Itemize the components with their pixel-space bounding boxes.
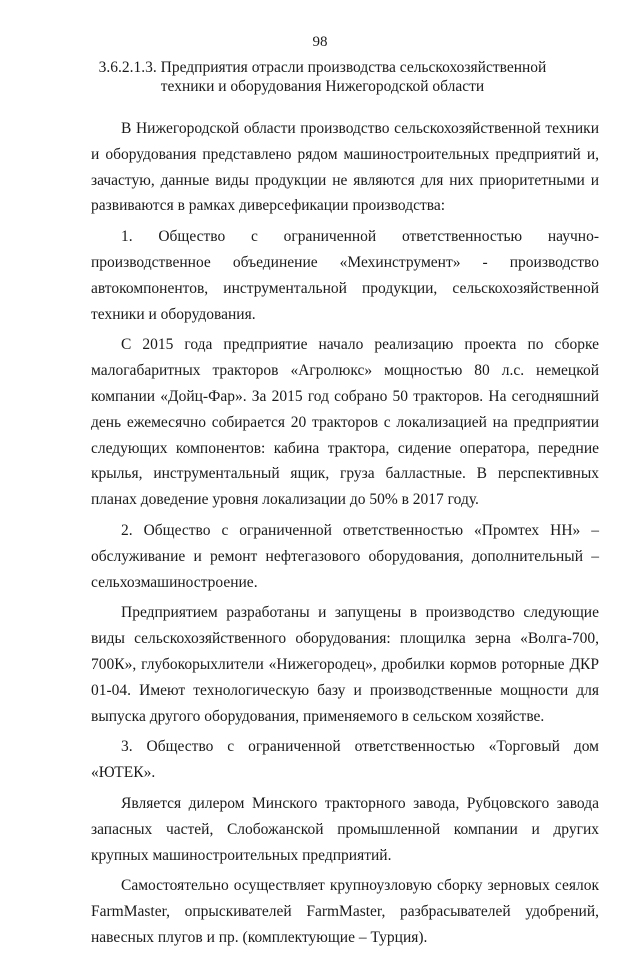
paragraph-company-3: 3. Общество с ограниченной ответственностью «Торговый дом «ЮТЕК». [91, 738, 599, 782]
paragraph-company-1: 1. Общество с ограниченной ответственностью научно-производственное объединение «Мехинструмент» - производство автокомпонентов, инструментальной продукции, сельскохозяйственной техники и оборудования. [91, 228, 599, 323]
paragraph-company-3-assembly: Самостоятельно осуществляет крупноузловую сборку зерновых сеялок FarmMaster, опрыскивателей FarmMaster, разбрасывателей удобрений, навесных плугов и пр. (комплектующие – Турция). [91, 877, 599, 946]
body-text [91, 116, 599, 956]
paragraph-company-2: 2. Общество с ограниченной ответственностью «Промтех НН» – обслуживание и ремонт нефтегазового оборудования, дополнительный – сельхозмашиностроение. [91, 521, 599, 591]
section-heading: 3.6.2.1.3. Предприятия отрасли производства сельскохозяйственной техники и оборудования Нижегородской области [98, 59, 547, 95]
paragraph-company-2-details: Предприятием разработаны и запущены в производство следующие виды сельскохозяйственного оборудования: площилка зерна «Волга-700, 700К», глубокорыхлители «Нижегородец», дробилки кормов роторные ДКР 01-04. Имеют технологическую базу и производственные мощности для выпуска другого оборудования, применяемого в сельском хозяйстве. [91, 604, 599, 725]
paragraph-company-1-details: С 2015 года предприятие начало реализацию проекта по сборке малогабаритных тракторов «Агролюкс» мощностью 80 л.с. немецкой компании «Дойц-Фар». За 2015 год собрано 50 тракторов. На сегодняшний день ежемесячно собирается 20 тракторов с локализацией на предприятии следующих компонентов: кабина трактора, сидение оператора, передние крылья, инструментальный ящик, груза балластные. В перспективных планах доведение уровня локализации до 50% в 2017 году. [91, 336, 599, 509]
paragraph-company-3-dealer: Является дилером Минского тракторного завода, Рубцовского завода запасных частей, Слобожанской промышленной компании и других крупных машиностроительных предприятий. [91, 794, 599, 864]
page-number: 98 [312, 34, 328, 50]
paragraph-intro: В Нижегородской области производство сельскохозяйственной техники и оборудования представлено рядом машиностроительных предприятий и, зачастую, данные виды продукции не являются для них приоритетными и развиваются в рамках диверсефикации производства: [91, 120, 599, 215]
